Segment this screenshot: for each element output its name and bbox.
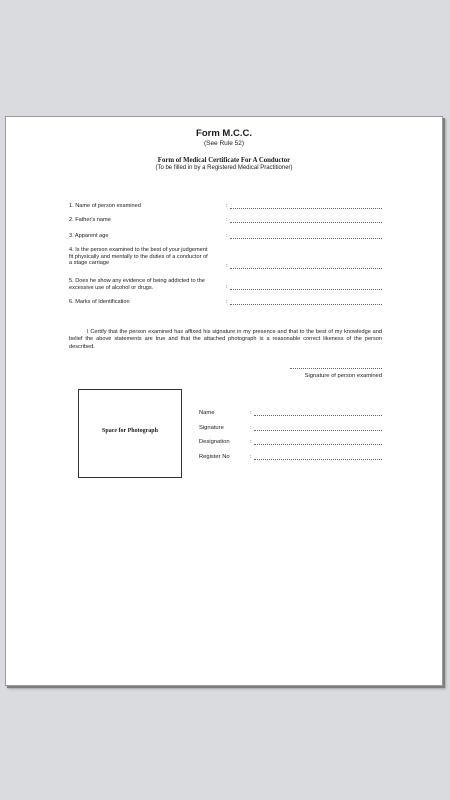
field-colon: : bbox=[226, 299, 228, 305]
question-label-apparent-age: 3. Apparent age bbox=[69, 233, 109, 239]
answer-field-apparent-age[interactable] bbox=[226, 233, 382, 240]
photograph-box bbox=[78, 389, 182, 478]
question-label-father-name: 2. Father's name bbox=[69, 217, 111, 223]
form-rule-reference: (See Rule 52) bbox=[203, 140, 245, 147]
signature-label: Signature of person examined bbox=[304, 373, 382, 379]
field-colon: : bbox=[250, 425, 252, 431]
field-colon: : bbox=[250, 454, 252, 460]
signature-line[interactable] bbox=[290, 368, 382, 369]
answer-field-addiction[interactable] bbox=[226, 284, 382, 291]
photograph-label: Space for Photograph bbox=[102, 428, 158, 434]
question-label-addiction: 5. Does he show any evidence of being addicted to the excessive use of alcohol or drugs. bbox=[69, 278, 205, 291]
dotted-line bbox=[230, 238, 382, 239]
certificate-subtitle: (To be filled in by a Registered Medical Practitioner) bbox=[155, 165, 293, 171]
field-colon: : bbox=[226, 263, 228, 269]
answer-field-father-name[interactable] bbox=[226, 217, 382, 224]
question-label-fitness: 4. Is the person examined to the best of your judgement fit physically and mentally to the duties of a conductor of a stage carriage bbox=[69, 247, 208, 267]
dotted-line bbox=[254, 459, 382, 460]
dotted-line bbox=[254, 415, 382, 416]
doctor-name-field[interactable] bbox=[250, 410, 382, 417]
answer-field-fitness[interactable] bbox=[226, 263, 382, 270]
question-label-name: 1. Name of person examined bbox=[69, 203, 141, 209]
doctor-register-no-field[interactable] bbox=[250, 454, 382, 461]
dotted-line bbox=[254, 444, 382, 445]
doctor-name-label: Name bbox=[199, 410, 215, 416]
question-label-identification-marks: 6. Marks of Identification bbox=[69, 299, 130, 305]
field-colon: : bbox=[226, 284, 228, 290]
dotted-line bbox=[230, 304, 382, 305]
dotted-line bbox=[254, 430, 382, 431]
dotted-line bbox=[230, 208, 382, 209]
doctor-register-no-label: Register No bbox=[199, 454, 230, 460]
field-colon: : bbox=[250, 439, 252, 445]
answer-field-name[interactable] bbox=[226, 203, 382, 210]
doctor-signature-label: Signature bbox=[199, 425, 224, 431]
form-title: Form M.C.C. bbox=[196, 128, 252, 139]
field-colon: : bbox=[250, 410, 252, 416]
certificate-title: Form of Medical Certificate For A Conductor bbox=[157, 157, 291, 164]
document-page bbox=[5, 116, 443, 686]
dotted-line bbox=[230, 289, 382, 290]
doctor-signature-field[interactable] bbox=[250, 425, 382, 432]
field-colon: : bbox=[226, 233, 228, 239]
field-colon: : bbox=[226, 203, 228, 209]
certification-paragraph: I Certify that the person examined has affixed his signature in my presence and that to the best of my knowledge and belief the above statements are true and that the attached photograph is a reasonable correct likeness of the person described. bbox=[69, 329, 382, 350]
doctor-designation-field[interactable] bbox=[250, 439, 382, 446]
dotted-line bbox=[230, 222, 382, 223]
dotted-line bbox=[230, 268, 382, 269]
field-colon: : bbox=[226, 217, 228, 223]
doctor-designation-label: Designation bbox=[199, 439, 230, 445]
answer-field-identification-marks[interactable] bbox=[226, 299, 382, 306]
